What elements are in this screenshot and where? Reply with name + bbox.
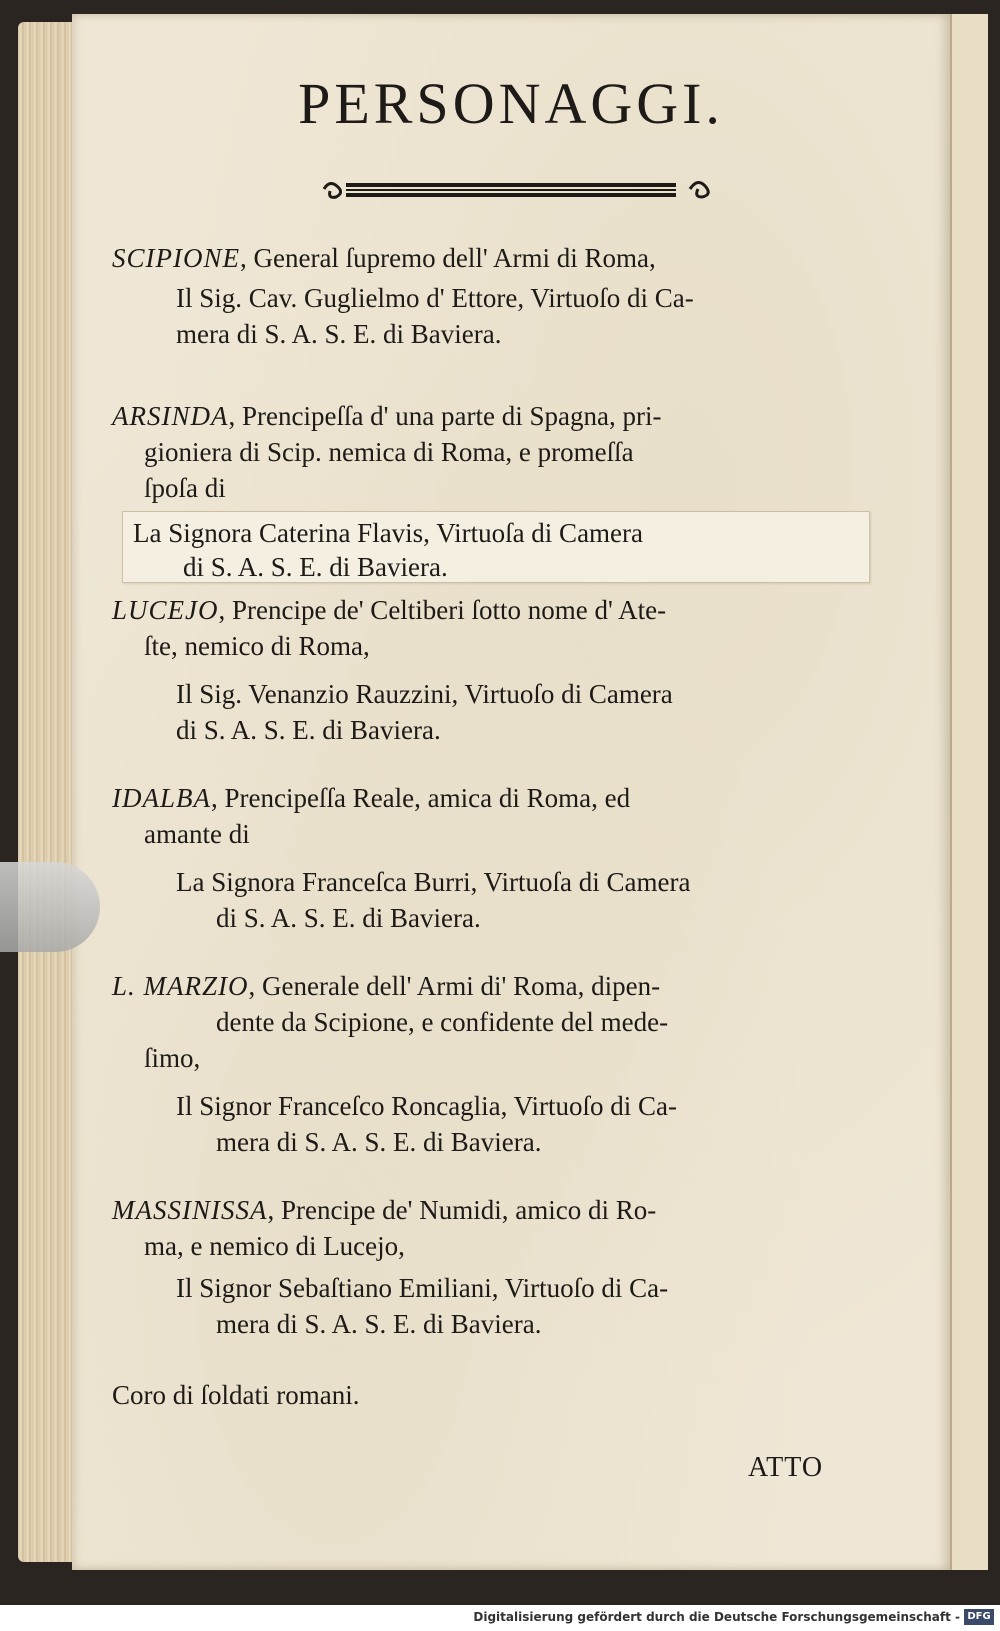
book-page [72, 14, 950, 1570]
cast-line: La Signora Franceſca Burri, Virtuoſa di Camera [176, 867, 691, 897]
character-name: L. MARZIO [112, 971, 249, 1001]
character-entry-marzio [112, 968, 882, 1160]
pasted-correction-slip [122, 511, 870, 583]
facing-page-edge [950, 14, 988, 1570]
footer-credit: Digitalisierung gefördert durch die Deutsche Forschungsgemeinschaft - [473, 1610, 960, 1624]
character-description: ſte, nemico di Roma, [144, 631, 370, 661]
cast-line: Il Sig. Venanzio Rauzzini, Virtuoſo di Camera [176, 679, 673, 709]
character-entry-massinissa [112, 1192, 882, 1342]
character-description: , Prencipe de' Celtiberi ſotto nome d' Ate- [218, 595, 667, 625]
character-name: SCIPIONE [112, 243, 240, 273]
character-description: ſpoſa di [144, 473, 226, 503]
character-name: MASSINISSA [112, 1195, 268, 1225]
title-ornament [318, 174, 748, 204]
character-entry-lucejo [112, 592, 882, 748]
character-description: gioniera di Scip. nemica di Roma, e promeſſa [144, 437, 634, 467]
character-description: dente da Scipione, e confidente del mede- [216, 1007, 669, 1037]
catchword: ATTO [748, 1452, 824, 1483]
dfg-logo: DFG [964, 1609, 994, 1625]
character-description: amante di [144, 819, 250, 849]
character-entry-arsinda [112, 398, 882, 506]
cast-line: mera di S. A. S. E. di Baviera. [216, 1127, 542, 1157]
book-page-edges [18, 22, 78, 1562]
character-description: , Prencipeſſa Reale, amica di Roma, ed [210, 783, 631, 813]
page-title: PERSONAGGI. [298, 71, 724, 136]
character-name: LUCEJO [112, 595, 219, 625]
character-description: , Prencipeſſa d' una parte di Spagna, pri- [228, 401, 662, 431]
cast-line: Il Sig. Cav. Guglielmo d' Ettore, Virtuoſo di Ca- [176, 283, 694, 313]
character-entry-scipione [112, 240, 882, 352]
cast-line: mera di S. A. S. E. di Baviera. [176, 319, 502, 349]
character-entry-idalba [112, 780, 882, 936]
cast-line: di S. A. S. E. di Baviera. [176, 715, 441, 745]
cast-line: Il Signor Sebaſtiano Emiliani, Virtuoſo di Ca- [176, 1273, 669, 1303]
cast-line: Il Signor Franceſco Roncaglia, Virtuoſo di Ca- [176, 1091, 678, 1121]
character-name: ARSINDA [112, 401, 229, 431]
cast-line: La Signora Caterina Flavis, Virtuoſa di Camera [133, 518, 644, 548]
cast-line: di S. A. S. E. di Baviera. [183, 552, 448, 582]
character-description: , Generale dell' Armi di' Roma, dipen- [248, 971, 661, 1001]
cast-line: di S. A. S. E. di Baviera. [216, 903, 481, 933]
digitization-footer [0, 1605, 1000, 1631]
character-description: ſimo, [144, 1043, 201, 1073]
character-description: , General ſupremo dell' Armi di Roma, [239, 243, 656, 273]
chorus-line: Coro di ſoldati romani. [112, 1380, 360, 1410]
character-description: , Prencipe de' Numidi, amico di Ro- [267, 1195, 657, 1225]
character-name: IDALBA [112, 783, 211, 813]
cast-line: mera di S. A. S. E. di Baviera. [216, 1309, 542, 1339]
character-description: ma, e nemico di Lucejo, [144, 1231, 405, 1261]
page-clip [0, 862, 100, 952]
